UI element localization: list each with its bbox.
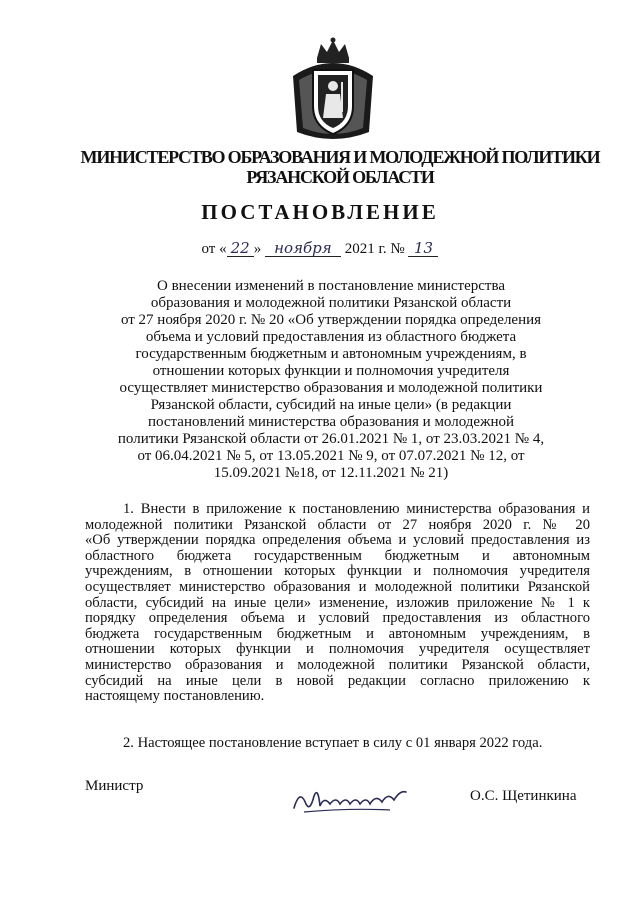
subject-line: постановлений министерства образования и молодежной <box>148 414 514 430</box>
date-month: ноября <box>265 240 341 257</box>
paragraph-line: молодежной политики Рязанской области от 27 ноября 2020 г. № 20 <box>85 516 590 533</box>
paragraph-line: настоящему постановлению. <box>85 688 265 705</box>
date-number-line <box>0 240 640 258</box>
signatory-name: О.С. Щетинкина <box>470 788 577 804</box>
paragraph-line: бюджета государственным бюджетным и автономным учреждениям, в <box>85 625 590 642</box>
body-paragraph-1 <box>85 502 590 705</box>
subject-line: отношении которых функции и полномочия учредителя <box>152 363 510 379</box>
subject-line: объема и условий предоставления из областного бюджета <box>145 329 517 345</box>
subject-line: образования и молодежной политики Рязанской области <box>150 295 512 311</box>
subject-line: осуществляет министерство образования и молодежной политики <box>119 380 543 396</box>
paragraph-line: порядку определения объема и условий предоставления из областного <box>85 610 590 627</box>
date-mid: » <box>253 241 265 257</box>
paragraph-line: учреждениям, в отношении которых функции и полномочия учредителя <box>85 563 590 580</box>
date-prefix: от « <box>201 241 227 257</box>
coat-of-arms-icon <box>289 36 377 146</box>
subject-line: от 27 ноября 2020 г. № 20 «Об утверждении порядка определения <box>120 312 542 328</box>
document-number: 13 <box>408 240 438 257</box>
subject-line: О внесении изменений в постановление министерства <box>157 278 505 294</box>
paragraph-line: осуществляет министерство образования и молодежной политики Рязанской <box>85 578 590 595</box>
document-subject <box>100 278 562 482</box>
paragraph-line: отношении которых функции и полномочия учредителя осуществляет <box>85 641 590 658</box>
subject-line: 15.09.2021 №18, от 12.11.2021 № 21) <box>213 465 449 481</box>
subject-line: от 06.04.2021 № 5, от 13.05.2021 № 9, от 07.07.2021 № 12, от <box>137 448 525 464</box>
subject-line: Рязанской области, субсидий на иные цели» (в редакции <box>150 397 512 413</box>
paragraph-line: 2. Настоящее постановление вступает в силу с 01 января 2022 года. <box>123 735 543 751</box>
ministry-name-line2: РЯЗАНСКОЙ ОБЛАСТИ <box>246 167 434 187</box>
subject-line: политики Рязанской области от 26.01.2021 № 1, от 23.03.2021 № 4, <box>117 431 545 447</box>
date-suffix: 2021 г. № <box>340 241 409 257</box>
subject-line: государственным бюджетным и автономным учреждениям, в <box>135 346 527 362</box>
ministry-name-line1: МИНИСТЕРСТВО ОБРАЗОВАНИЯ И МОЛОДЕЖНОЙ ПОЛИТИКИ <box>80 147 600 167</box>
handwritten-signature <box>290 782 410 818</box>
paragraph-line: министерство образования и молодежной политики Рязанской области, <box>85 656 590 673</box>
document-type-heading: ПОСТАНОВЛЕНИЕ <box>201 200 439 224</box>
paragraph-line: субсидий на иные цели в новой редакции согласно приложению к <box>85 672 590 689</box>
date-day: 22 <box>227 240 254 257</box>
signatory-position: Министр <box>85 778 144 794</box>
paragraph-line: областного бюджета государственным бюджетным и автономным <box>85 547 590 564</box>
paragraph-line: «Об утверждении порядка определения объема и условий предоставления из <box>85 532 590 549</box>
paragraph-line: области, субсидий на иные цели» изменение, изложив приложение № 1 к <box>85 594 590 611</box>
body-paragraph-2 <box>85 736 590 752</box>
paragraph-line: 1. Внести в приложение к постановлению министерства образования и <box>123 501 590 517</box>
